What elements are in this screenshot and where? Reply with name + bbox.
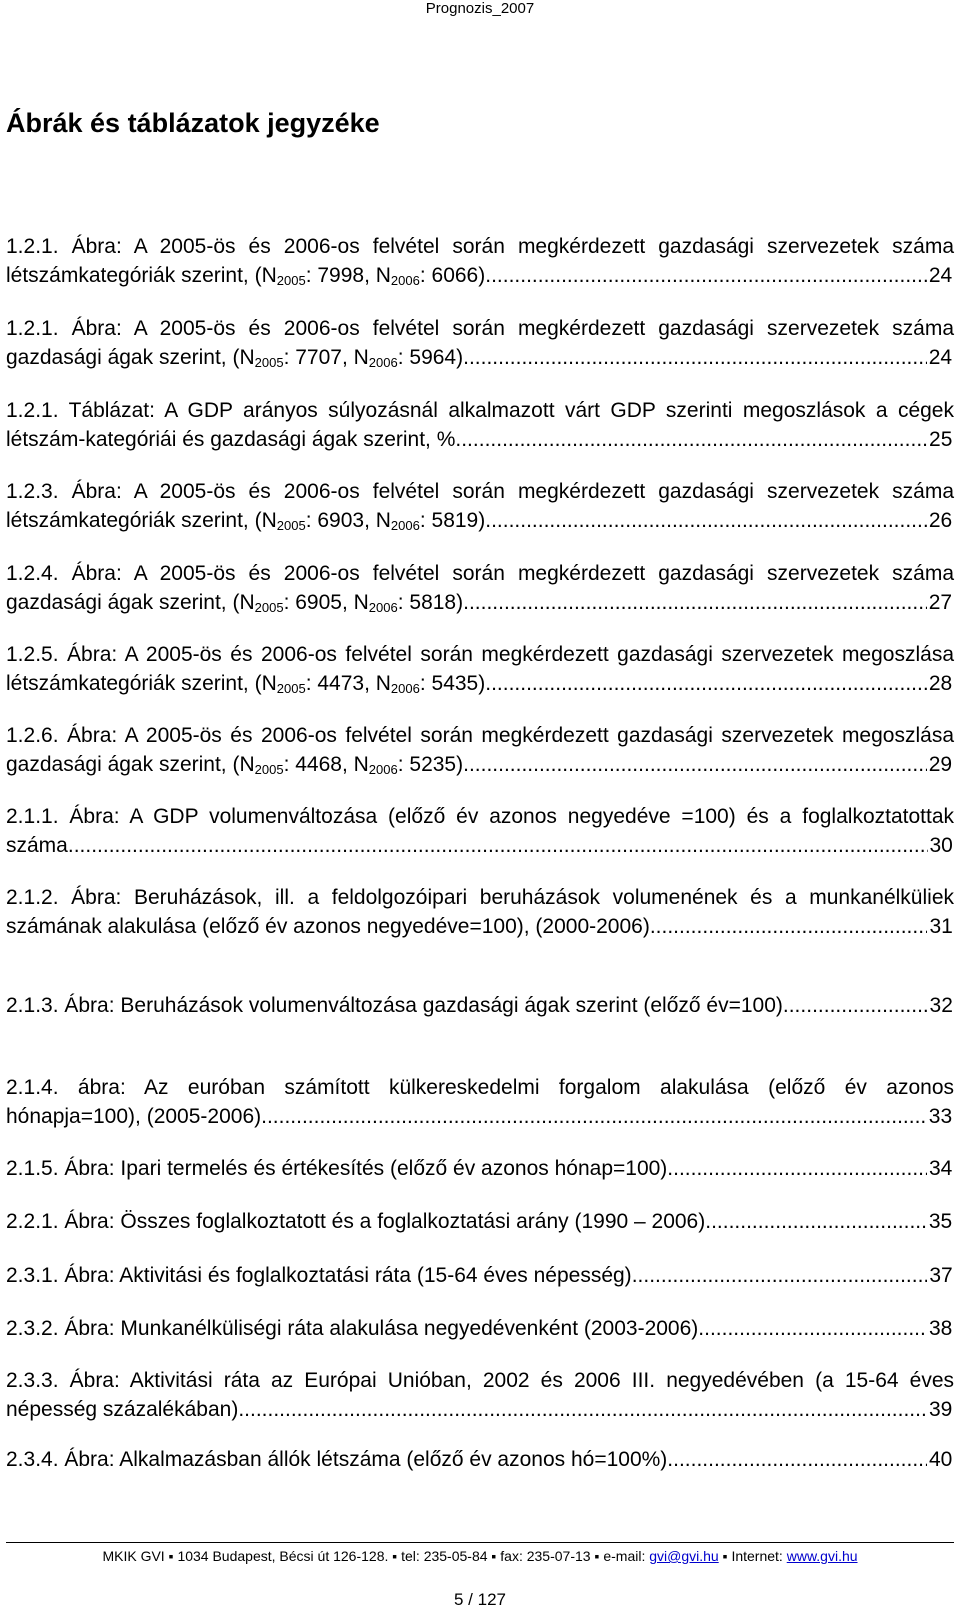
toc-entry-body [6,1157,667,1180]
footer-internet-label: Internet: [731,1548,783,1564]
toc-entry-caption: 2.1.2. Ábra: Beruházások, ill. a feldolgozóipari beruházások volumenének és a munkanélküliek számának alakulása (előző év azonos negyedéve=100), (2000-2006) [6,886,954,938]
toc-entry[interactable] [6,721,954,779]
sample-year-subscript: 2006 [390,518,420,533]
toc-entry[interactable] [6,232,954,290]
footer-address: 1034 Budapest, Bécsi út 126-128. [177,1548,389,1564]
toc-entry[interactable] [6,314,954,372]
toc-entry-caption: 2.1.1. Ábra: A GDP volumenváltozása (előző év azonos negyedéve =100) és a foglalkoztatottak száma [6,805,954,857]
sample-count: : 4468, N [283,753,369,776]
leader-dots [463,588,927,617]
footer-separator: ▪ [594,1548,600,1564]
sample-year-subscript: 2005 [254,355,284,370]
footer [0,1548,960,1565]
toc-entry-body [6,1210,705,1233]
toc-entry-caption: 1.2.3. Ábra: A 2005-ös és 2006-os felvétel során megkérdezett gazdasági szervezetek száma létszámkategóriák szerint, (N [6,480,954,532]
toc-page-number: 32 [929,994,953,1017]
leader-dots [698,1314,927,1343]
sample-year-subscript: 2005 [276,681,306,696]
leader-dots [705,1207,927,1236]
email-link[interactable]: gvi@gvi.hu [649,1548,719,1564]
toc-entry-body [6,1448,667,1471]
leader-dots [485,669,927,698]
footer-email-label: e-mail: [603,1548,646,1564]
page-number: 5 / 127 [454,1590,506,1609]
toc-entry[interactable] [6,1207,954,1236]
toc-entry-body [6,994,783,1017]
sample-count: : 7998, N [305,264,391,287]
toc-entry-caption: 2.3.1. Ábra: Aktivitási és foglalkoztatási ráta (15-64 éves népesség) [6,1264,632,1287]
sample-year-subscript: 2006 [390,273,420,288]
toc-page-number: 26 [928,509,953,532]
sample-count: : 5818) [397,591,464,614]
sample-year-subscript: 2005 [254,600,284,615]
running-header: Prognozis_2007 [425,0,535,17]
toc-page-number: 25 [929,428,953,451]
sample-year-subscript: 2006 [368,600,398,615]
toc-entry[interactable] [6,1445,954,1474]
toc-entry[interactable] [6,802,954,860]
sample-year-subscript: 2005 [254,762,284,777]
leader-dots [667,1154,927,1183]
sample-year-subscript: 2006 [368,762,398,777]
sample-year-subscript: 2005 [276,518,306,533]
toc-entry-caption: 1.2.1. Ábra: A 2005-ös és 2006-os felvétel során megkérdezett gazdasági szervezetek száma gazdasági ágak szerint, (N [6,317,954,369]
toc-entry[interactable] [6,477,954,535]
leader-dots [68,831,928,860]
toc-entry[interactable] [6,396,954,454]
toc-entry-caption: 1.2.1. Táblázat: A GDP arányos súlyozásnál alkalmazott várt GDP szerinti megoszlások a cégek létszám-kategóriái és gazdasági ágak szerint, % [6,399,954,451]
leader-dots [667,1445,927,1474]
toc-entry[interactable] [6,640,954,698]
leader-dots [650,912,928,941]
sample-count: : 7707, N [283,346,369,369]
toc-entry[interactable] [6,559,954,617]
toc-entry-caption: 1.2.6. Ábra: A 2005-ös és 2006-os felvétel során megkérdezett gazdasági szervezetek megoszlása gazdasági ágak szerint, (N [6,724,954,776]
sample-count: : 5235) [397,753,464,776]
leader-dots [463,343,927,372]
toc-entry[interactable] [6,883,954,941]
toc-entry[interactable] [6,1314,954,1343]
footer-tel: tel: 235-05-84 [401,1548,488,1564]
leader-dots [261,1102,927,1131]
toc-entry[interactable] [6,1366,954,1424]
footer-separator: ▪ [392,1548,398,1564]
website-link[interactable]: www.gvi.hu [786,1548,858,1564]
toc-page-number: 34 [928,1157,953,1180]
toc-entry-caption: 2.1.4. ábra: Az euróban számított külkereskedelmi forgalom alakulása (előző év azonos hónapja=100), (2005-2006) [6,1076,954,1128]
toc-entry-caption: 2.2.1. Ábra: Összes foglalkoztatott és a foglalkoztatási arány (1990 – 2006) [6,1210,706,1233]
toc-page-number: 38 [928,1317,953,1340]
toc-entry-caption: 2.3.3. Ábra: Aktivitási ráta az Európai Unióban, 2002 és 2006 III. negyedévében (a 15-64 éves népesség százalékában) [6,1369,954,1421]
toc-entry-caption: 1.2.5. Ábra: A 2005-ös és 2006-os felvétel során megkérdezett gazdasági szervezetek megoszlása létszámkategóriák szerint, (N [6,643,954,695]
toc-page-number: 35 [928,1210,953,1233]
leader-dots [783,991,928,1020]
toc-page-number: 39 [928,1398,953,1421]
leader-dots [463,750,927,779]
toc-page-number: 40 [928,1448,953,1471]
toc-page-number: 28 [928,672,953,695]
toc-entry[interactable] [6,1154,954,1183]
toc-page-number: 30 [929,834,953,857]
toc-page-number: 33 [928,1105,953,1128]
leader-dots [455,425,927,454]
toc-page-number: 24 [928,264,953,287]
sample-count: : 6066) [419,264,486,287]
toc-entry-caption: 2.3.4. Ábra: Alkalmazásban állók létszáma (előző év azonos hó=100%) [6,1448,668,1471]
sample-year-subscript: 2005 [276,273,306,288]
footer-divider [6,1542,954,1543]
footer-separator: ▪ [491,1548,497,1564]
toc-entry-caption: 2.3.2. Ábra: Munkanélküliségi ráta alakulása negyedévenként (2003-2006) [6,1317,699,1340]
sample-count: : 5964) [397,346,464,369]
toc-page-number: 24 [928,346,953,369]
leader-dots [238,1395,927,1424]
toc-page-number: 37 [929,1264,953,1287]
leader-dots [485,261,927,290]
sample-count: : 6903, N [305,509,391,532]
toc-page-number: 27 [928,591,953,614]
sample-year-subscript: 2006 [368,355,398,370]
footer-fax: fax: 235-07-13 [500,1548,591,1564]
sample-count: : 5819) [419,509,486,532]
leader-dots [485,506,927,535]
footer-org: MKIK GVI [102,1548,165,1564]
toc-entry[interactable] [6,991,954,1020]
footer-separator: ▪ [168,1548,174,1564]
sample-count: : 6905, N [283,591,369,614]
leader-dots [632,1261,928,1290]
toc-entry-caption: 2.1.3. Ábra: Beruházások volumenváltozása gazdasági ágak szerint (előző év=100) [6,994,783,1017]
toc-page-number: 29 [928,753,953,776]
toc-page-number: 31 [929,915,953,938]
sample-count: : 4473, N [305,672,391,695]
toc-entry-body [6,1317,698,1340]
toc-entry-caption: 1.2.4. Ábra: A 2005-ös és 2006-os felvétel során megkérdezett gazdasági szervezetek száma gazdasági ágak szerint, (N [6,562,954,614]
footer-separator: ▪ [722,1548,728,1564]
toc-entry-body [6,1264,632,1287]
sample-year-subscript: 2006 [390,681,420,696]
toc-entry[interactable] [6,1073,954,1131]
sample-count: : 5435) [419,672,486,695]
toc-entry[interactable] [6,1261,954,1290]
toc-entry-caption: 1.2.1. Ábra: A 2005-ös és 2006-os felvétel során megkérdezett gazdasági szervezetek száma létszámkategóriák szerint, (N [6,235,954,287]
page-title: Ábrák és táblázatok jegyzéke [6,108,380,138]
toc-entry-caption: 2.1.5. Ábra: Ipari termelés és értékesítés (előző év azonos hónap=100) [6,1157,668,1180]
